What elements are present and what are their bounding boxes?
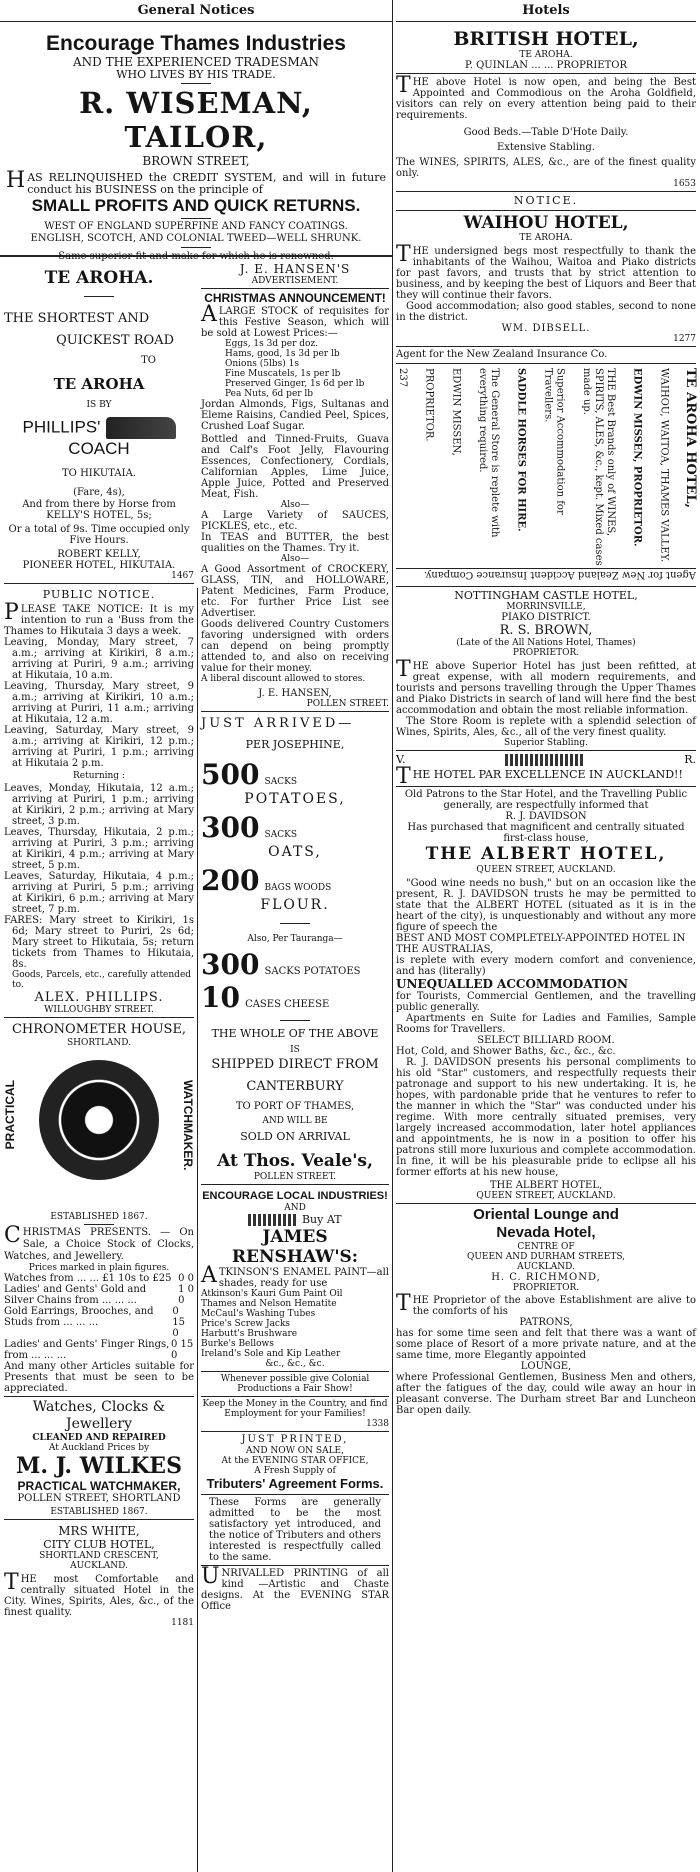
nottingham-name: R. S. BROWN, — [499, 623, 593, 638]
albert-replete: is replete with every modern comfort and convenience, and has (literally) — [396, 955, 696, 977]
british-beds: Good Beds.—Table D'Hote Daily. — [463, 127, 629, 138]
hand-pointer-icon — [248, 1214, 298, 1226]
british-hotel-advert — [396, 28, 696, 189]
public-notice-title: PUBLIC NOTICE. — [42, 588, 156, 601]
phillips-line-1: THE SHORTEST AND — [4, 311, 150, 326]
divider — [4, 1396, 194, 1397]
divider — [396, 586, 696, 587]
missen-places: WAIHOU, WAITOA, THAMES VALLEY. — [658, 368, 670, 563]
missen-number: 237 — [397, 368, 408, 388]
te-aroha-hotel-advert — [396, 349, 696, 584]
hotels-column — [396, 0, 696, 1416]
british-wines: The WINES, SPIRITS, ALES, &c., are of the finest quality only. — [396, 157, 696, 179]
divider — [396, 191, 696, 192]
albert-baths: Hot, Cold, and Shower Baths, &c., &c., &c. — [396, 1046, 616, 1057]
oriental-patrons: PATRONS, — [519, 1317, 573, 1328]
wilkes-street: POLLEN STREET, SHORTLAND — [17, 1493, 181, 1504]
divider — [201, 1184, 389, 1185]
divider — [4, 1519, 194, 1520]
printed-supply: A Fresh Supply of — [254, 1466, 336, 1476]
divider — [396, 1203, 696, 1204]
white-hotel: CITY CLUB HOTEL, — [43, 1538, 155, 1551]
renshaw-item: Ireland's Sole and Kip Leather — [201, 1349, 341, 1359]
notice-p1: Leaving, Monday, Mary street, 7 a.m.; arriving at Kirikiri, 8 a.m.; arriving at Puriri, 9 a.m.; arriving at Hikutaia, 10 a.m. — [4, 637, 194, 681]
veale-shipped: SHIPPED DIRECT FROM — [211, 1057, 379, 1072]
white-name: MRS WHITE, — [58, 1524, 140, 1538]
oriental-body-3: where Professional Gentlemen, Business Men and others, after the fatigues of the day, could wile away an hour in pleasant converse. The Durham street Bar and Luncheon Bar open daily. — [396, 1372, 696, 1416]
hansen-street: POLLEN STREET. — [306, 699, 389, 709]
renshaw-advert — [201, 1189, 389, 1429]
renshaw-name: JAMES RENSHAW'S: — [231, 1227, 359, 1267]
british-title: BRITISH HOTEL, — [453, 28, 639, 50]
divider — [181, 247, 211, 248]
phillips-kelly: ROBERT KELLY, — [57, 549, 141, 560]
hansen-also-2: Also— — [280, 554, 310, 564]
phillips-line-2: QUICKEST ROAD — [56, 333, 174, 348]
chrono-intro: CHRISTMAS PRESENTS. — On Sale, a Choice Stock of Clocks, Watches, and Jewellery. — [4, 1223, 194, 1262]
albert-tourists: for Tourists, Commercial Gentlemen, and the travelling public generally. — [396, 991, 696, 1013]
missen-agent-2: Agent for New Zealand Accident Insurance Company. — [423, 569, 696, 580]
notice-intro: PLEASE TAKE NOTICE: It is my intention to run a 'Buss from the Thames to Hikutaia 3 days a week. — [4, 600, 194, 637]
albert-name-2: THE ALBERT HOTEL, — [489, 1180, 603, 1191]
wiseman-text: HAS RELINQUISHED the CREDIT SYSTEM, and will in future conduct his BUSINESS on the principle of — [6, 168, 386, 196]
notice-street: WILLOUGHBY STREET. — [44, 1005, 154, 1015]
nottingham-district: PIAKO DISTRICT. — [501, 612, 591, 623]
white-street: SHORTLAND CRESCENT, — [39, 1551, 159, 1561]
divider — [396, 73, 696, 74]
notice-goods: Goods, Parcels, etc., carefully attended to. — [12, 970, 192, 990]
phillips-label: PHILLIPS' — [22, 417, 101, 437]
oriental-title-2: Nevada Hotel, — [496, 1224, 596, 1241]
oriental-proprietor: PROPRIETOR. — [512, 1283, 580, 1293]
printed-forms: Tributers' Agreement Forms. — [206, 1476, 384, 1491]
albert-title: THE ALBERT HOTEL, — [425, 844, 667, 864]
divider — [396, 750, 696, 751]
albert-headline: THE HOTEL PAR EXCELLENCE IN AUCKLAND!! — [396, 764, 683, 789]
chronometer-house-advert — [4, 1022, 194, 1517]
nottingham-castle-advert — [396, 589, 696, 748]
price-row: Ladies' and Gents' Finger Rings, from ... ... ... 0 15 0 — [4, 1339, 194, 1361]
divider — [201, 711, 389, 712]
veale-whole: THE WHOLE OF THE ABOVE — [211, 1027, 379, 1040]
oriental-centre: CENTRE OF — [517, 1242, 575, 1252]
nottingham-store: The Store Room is replete with a splendid selection of Wines, Spirits, Ales, &c., all of the very finest quality. — [396, 716, 696, 738]
albert-apartments: Apartments en Suite for Ladies and Families, Sample Rooms for Travellers. — [396, 1013, 696, 1035]
divider — [181, 218, 211, 219]
oriental-title: Oriental Lounge and — [473, 1206, 619, 1223]
phillips-line-7: TO HIKUTAIA. — [62, 468, 136, 479]
te-aroha-title: TE AROHA. — [44, 268, 154, 288]
veale-port: TO PORT OF THAMES, — [235, 1101, 355, 1112]
printed-office: At the EVENING STAR OFFICE, — [221, 1456, 369, 1466]
wilkes-name: M. J. WILKES — [16, 1453, 182, 1479]
phillips-coach-row — [4, 417, 194, 459]
hansen-item: Fine Muscatels, 1s per lb — [225, 369, 341, 379]
price-row: Watches from ... ... £1 10s to £25 0 0 — [4, 1273, 194, 1284]
chrono-prices: Prices marked in plain figures. — [28, 1263, 170, 1273]
hansen-intro: ALARGE STOCK of requisites for this Festive Season, which will be sold at Lowest Prices:— — [201, 302, 389, 339]
veale-name: At Thos. Veale's, — [217, 1151, 373, 1171]
hansen-item: Onions (5lbs) 1s — [225, 359, 299, 369]
public-notice-advert — [4, 588, 194, 1015]
british-stabling: Extensive Stabling. — [496, 142, 596, 153]
wilkes-est: ESTABLISHED 1867. — [50, 1507, 148, 1517]
wiseman-line-3: Same superior fit and make for which he is renowned. — [58, 251, 334, 262]
wiseman-line-2: ENGLISH, SCOTCH, AND COLONIAL TWEED—WELL SHRUNK. — [30, 233, 362, 244]
printed-title: JUST PRINTED, — [241, 1434, 349, 1445]
phillips-line-10: Or a total of 9s. Time occupied only Five Hours. — [8, 524, 190, 546]
renshaw-item: Price's Screw Jacks — [201, 1319, 291, 1329]
hansen-christmas: CHRISTMAS ANNOUNCEMENT! — [204, 291, 386, 305]
chrono-est: ESTABLISHED 1867. — [50, 1212, 148, 1222]
section-header-general-notices: General Notices — [0, 0, 392, 22]
hansen-item-list — [201, 339, 389, 399]
royal-crest-icon — [505, 754, 585, 766]
notice-r2: Leaves, Thursday, Hikutaia, 2 p.m.; arriving at Puriri, 3 p.m.; arriving at Kirikiri, 4 p.m.; arriving at Mary street, 5 p.m. — [4, 827, 194, 871]
wiseman-subhead: AND THE EXPERIENCED TRADESMAN — [73, 55, 319, 69]
ad-number: 1653 — [673, 179, 696, 189]
oriental-lounge-advert — [396, 1206, 696, 1416]
divider — [84, 296, 114, 297]
white-body: THE most Comfortable and centrally situated Hotel in the City. Wines, Spirits, Ales, &c., of the finest quality. — [4, 1570, 194, 1618]
renshaw-item: McCaul's Washing Tubes — [201, 1309, 316, 1319]
divider — [0, 255, 392, 257]
cargo-goods: POTATOES, — [244, 791, 346, 807]
ad-number: 1181 — [171, 1618, 194, 1628]
section-header-hotels: Hotels — [396, 0, 696, 22]
renshaw-item: Harbutt's Brushware — [201, 1329, 298, 1339]
renshaw-intro: ATKINSON'S ENAMEL PAINT—all shades, ready for use — [201, 1263, 389, 1289]
city-club-hotel-advert — [4, 1524, 194, 1628]
price-row: Gold Earrings, Brooches, and Studs from ... ... ... 0 15 0 — [4, 1306, 186, 1339]
clock-block — [4, 1060, 194, 1210]
cargo-goods: OATS, — [268, 844, 322, 860]
hansen-name-title: J. E. HANSEN'S — [239, 262, 351, 276]
renshaw-p2: Keep the Money in the Country, and find Employment for your Families! — [202, 1399, 388, 1419]
renshaw-item: Atkinson's Kauri Gum Paint Oil — [201, 1289, 343, 1299]
chrono-place: SHORTLAND. — [66, 1038, 132, 1048]
phillips-coach-advert — [4, 268, 194, 581]
phillips-line-3: TO — [141, 355, 156, 366]
oriental-city: AUCKLAND. — [517, 1262, 575, 1272]
column-rule-middle — [197, 588, 198, 1872]
missen-store: The General Store is replete with everything required. — [476, 368, 500, 538]
hansen-p7: A liberal discount allowed to stores. — [201, 674, 366, 684]
hansen-advert-label: ADVERTISEMENT. — [251, 276, 339, 286]
hansen-p3: A Large Variety of SAUCES, PICKLES, etc., etc. — [201, 510, 389, 532]
oriental-lounge: LOUNGE, — [520, 1361, 572, 1372]
albert-billiard: SELECT BILLIARD ROOM. — [477, 1035, 615, 1046]
divider — [201, 1494, 389, 1495]
divider — [181, 83, 211, 84]
notice-p3: Leaving, Saturday, Mary street, 9 a.m.; arriving at Kirikiri, 12 p.m.; arriving at Puriri, 1 p.m.; arriving at Hikutaia 2 p.m. — [4, 725, 194, 769]
column-rule-main — [392, 0, 393, 1872]
wilkes-prices: At Auckland Prices by — [48, 1443, 150, 1453]
notice-r1: Leaves, Monday, Hikutaia, 12 a.m.; arriving at Puriri, 1 p.m.; arriving at Kirikiri, 2 p.m.; arriving at Mary street, 3 p.m. — [4, 783, 194, 827]
wiseman-advert — [0, 22, 392, 263]
renshaw-and: AND — [284, 1203, 306, 1213]
divider — [201, 1565, 389, 1566]
notice-fares: FARES: Mary street to Kirikiri, 1s 6d; Mary street to Puriri, 2s 6d; Mary street to Hikutaia, 5s; return tickets from Thames to Hikutaia, 8s. — [4, 915, 194, 970]
middle-column — [201, 258, 389, 1612]
hansen-item: Hams, good, 1s 3d per lb — [225, 349, 340, 359]
coach-label: COACH — [68, 439, 130, 458]
phillips-pioneer: PIONEER HOTEL, HIKUTAIA. — [22, 560, 176, 571]
nottingham-town: MORRINSVILLE, — [506, 602, 586, 612]
albert-best: BEST AND MOST COMPLETELY-APPOINTED HOTEL IN THE AUSTRALIAS, — [396, 933, 686, 955]
veale-will-be: AND WILL BE — [262, 1116, 328, 1126]
phillips-line-9: And from there by Horse from KELLY'S HOTEL, 5s; — [22, 499, 176, 521]
albert-street-2: QUEEN STREET, AUCKLAND. — [476, 1191, 616, 1201]
veale-cargo — [201, 758, 389, 913]
divider — [84, 1224, 114, 1225]
missen-hotel: TE AROHA HOTEL, — [682, 368, 698, 509]
printed-sale: AND NOW ON SALE, — [245, 1446, 344, 1456]
divider — [201, 1371, 389, 1372]
wiseman-subhead-2: WHO LIVES BY HIS TRADE. — [116, 68, 276, 81]
albert-body-2: R. J. DAVIDSON presents his personal compliments to his old "Star" customers, and respectfully requests their patronage and support to his new undertaking. It is, he hopes, with pardonable pride that he ventures to refer to the manner in which the "Star" was conducted under his regime. With more centrally situated premises, very largely increased accommodation, later hotel appliances and appointments, he is now in a position to offer his patrons still more luxurious and complete accommodation. In fine, it will be his pleasurable pride to eclipse all his former efforts at his new house, — [396, 1057, 696, 1178]
wiseman-line-1: WEST OF ENGLAND SUPERFINE AND FANCY COATINGS. — [44, 221, 348, 232]
cargo-goods: FLOUR. — [260, 897, 330, 913]
wiseman-headline: Encourage Thames Industries — [46, 32, 346, 55]
divider — [396, 786, 696, 787]
printed-body: These Forms are generally admitted to be the most satisfactory yet introduced, and the notice of Tributers and others interested is respectfully called to the same. — [209, 1497, 381, 1563]
wiseman-name: R. WISEMAN, TAILOR, — [79, 86, 313, 154]
hansen-p5: A Good Assortment of CROCKERY, GLASS, TIN, and HOLLOWARE, Patent Medicines, Farm Produce, etc. For further Price List see Advertiser. — [201, 564, 389, 619]
hansen-p1: Jordan Almonds, Figs, Sultanas and Eleme Raisins, Candied Peel, Spices, Crushed Loaf Sugar. — [201, 399, 389, 432]
printed-unrivalled: UNRIVALLED PRINTING of all kind —Artistic and Chaste designs. At the EVENING STAR Office — [201, 1564, 389, 1612]
phillips-line-5: IS BY — [86, 400, 112, 410]
divider — [396, 346, 696, 347]
veale-also: Also, Per Tauranga— — [247, 934, 343, 944]
nottingham-stabling: Superior Stabling. — [504, 738, 588, 748]
left-column — [4, 258, 194, 1628]
chrono-left-label: PRACTICAL — [3, 1080, 17, 1150]
notice-p2: Leaving, Thursday, Mary street, 9 a.m.; arriving at Kirikiri, 10 a.m.; arriving at Puriri, 11 a.m.; arriving at Hikutaia, 12 a.m. — [4, 681, 194, 725]
missen-horses: SADDLE HORSES FOR HIRE. — [515, 368, 527, 532]
hansen-advert — [201, 262, 389, 709]
waihou-place: TE AROHA. — [519, 233, 573, 243]
albert-patrons: Old Patrons to the Star Hotel, and the Travelling Public generally, are respectfully informed that — [404, 789, 688, 811]
divider — [201, 1396, 389, 1397]
chrono-right-label: WATCHMAKER. — [181, 1080, 195, 1171]
cargo-item: 300 SACKS — [201, 811, 297, 844]
notice-r3: Leaves, Saturday, Hikutaia, 4 p.m.; arriving at Puriri, 5 p.m.; arriving at Kirikiri, 6 p.m.; arriving at Mary street, 7 p.m. — [4, 871, 194, 915]
oriental-streets: QUEEN AND DURHAM STREETS, — [466, 1252, 626, 1262]
hansen-also: Also— — [280, 500, 310, 510]
missen-proprietor: EDWIN MISSEN, PROPRIETOR. — [631, 368, 643, 547]
divider — [280, 923, 310, 924]
british-owner: P. QUINLAN ... ... PROPRIETOR — [465, 60, 627, 71]
chrono-other: And many other Articles suitable for Presents that must be seen to be appreciated. — [4, 1361, 194, 1394]
waihou-title: WAIHOU HOTEL, — [463, 213, 629, 233]
divider — [280, 1020, 310, 1021]
divider — [4, 583, 194, 584]
albert-body: "Good wine needs no bush," but on an occasion like the present, R. J. DAVIDSON trusts he may be permitted to state that the ALBERT HOTEL (situated as it is in the heart of the city), is unquestionably and without any more figure of speech the — [396, 878, 696, 933]
albert-purchased: Has purchased that magnificent and centrally situated first-class house, — [407, 822, 685, 844]
oriental-name: H. C. RICHMOND, — [491, 1272, 601, 1283]
veale-advert — [201, 716, 389, 1182]
wilkes-cleaned: CLEANED AND REPAIRED — [32, 1433, 166, 1443]
albert-crest-row — [396, 754, 696, 766]
missen-name: EDWIN MISSEN, — [450, 368, 462, 456]
price-row: Ladies' and Gents' Gold and Silver Chains from ... ... ... 1 0 0 — [4, 1284, 194, 1306]
ad-number: 1338 — [366, 1419, 389, 1429]
oriental-body: THE Proprietor of the above Establishment are alive to the comforts of his — [396, 1291, 696, 1317]
waihou-accommodation: Good accommodation; also good stables, second to none in the district. — [396, 301, 696, 323]
british-body: THE above Hotel is now open, and being the Best Appointed and Commodious on the Aroha Goldfield, visitors can rely on every attention being paid to their requirements. — [396, 73, 696, 121]
veale-arrived: JUST ARRIVED— — [201, 716, 355, 731]
oriental-body-2: has for some time seen and felt that there was a want of some place of Resort of a more private nature, and at the same time, more Elegantly appointed — [396, 1328, 696, 1361]
missen-agent: Agent for the New Zealand Insurance Co. — [396, 349, 608, 360]
albert-v: V. — [396, 753, 406, 766]
coach-icon — [106, 417, 176, 439]
wilkes-watchmaker: PRACTICAL WATCHMAKER, — [17, 1479, 181, 1493]
albert-street: QUEEN STREET, AUCKLAND. — [476, 865, 616, 875]
hansen-item: Pea Nuts, 6d per lb — [225, 389, 314, 399]
albert-unequalled: UNEQUALLED ACCOMMODATION — [396, 977, 628, 991]
divider — [4, 1017, 194, 1018]
wiseman-slogan: SMALL PROFITS AND QUICK RETURNS. — [31, 196, 361, 215]
albert-hotel-advert — [396, 754, 696, 1201]
missen-brands: THE Best Brands only of WINES, SPIRITS, ALES, &c., kept. Mixed cases made up. — [580, 368, 616, 566]
missen-rotated-block — [396, 363, 696, 569]
phillips-fare: (Fare, 4s), — [73, 487, 125, 498]
veale-canterbury: CANTERBURY — [246, 1079, 344, 1094]
nottingham-title: NOTTINGHAM CASTLE HOTEL, — [454, 589, 638, 602]
wiseman-street: BROWN STREET, — [142, 154, 250, 168]
hansen-p2: Bottled and Tinned-Fruits, Guava and Calf's Foot Jelly, Flavouring Essences, Confectionery, Cordials, Californian Apples, Lime Juice, Apple Juice, Potted and Preserved Meat, Fish. — [201, 434, 389, 500]
ad-number: 1277 — [673, 334, 696, 344]
albert-r: R. — [684, 753, 696, 766]
clock-icon — [39, 1060, 159, 1180]
chrono-title: CHRONOMETER HOUSE, — [11, 1022, 187, 1037]
renshaw-etc: &c., &c., &c. — [265, 1359, 325, 1369]
waihou-name: WM. DIBSELL. — [501, 323, 591, 334]
hansen-item: Preserved Ginger, 1s 6d per lb — [225, 379, 365, 389]
cargo-item: 300 SACKS POTATOES — [201, 948, 361, 981]
divider — [396, 210, 696, 211]
cargo-item: 10 CASES CHEESE — [201, 981, 330, 1014]
hansen-item: Eggs, 1s 3d per doz. — [225, 339, 319, 349]
ad-number: 1467 — [171, 571, 194, 581]
british-place: TE AROHA. — [519, 50, 573, 60]
notice-name: ALEX. PHILLIPS. — [34, 990, 164, 1005]
renshaw-encourage: ENCOURAGE LOCAL INDUSTRIES! — [202, 1190, 388, 1202]
cargo-item: 200 BAGS WOODS — [201, 864, 332, 897]
wilkes-headline: Watches, Clocks & Jewellery — [32, 1399, 166, 1432]
hansen-p6: Goods delivered Country Customers favoring undersigned with orders can depend on being promptly attended to, and also on receiving value for their money. — [201, 619, 389, 674]
renshaw-items — [201, 1289, 389, 1369]
phillips-line-4: TE AROHA — [53, 375, 145, 393]
hansen-signature: J. E. HANSEN, — [258, 688, 332, 699]
general-notices-column — [0, 0, 392, 263]
divider — [201, 288, 389, 289]
nottingham-body: THE above Superior Hotel has just been refitted, at great expense, with all modern requirements, and tourists and persons travelling through the Upper Thames and Piako Districts in search of land will here find the best accommodation and obtain the most reliable information. — [396, 657, 696, 716]
waihou-body: THE undersigned begs most respectfully to thank the inhabitants of the Waihou, Waitoa and Piako districts for past favors, and trusts that by strict attention to business, and by keeping the best of Liquors and Beer that they will continue their favors. — [396, 242, 696, 301]
veale-street: POLLEN STREET. — [253, 1172, 337, 1182]
missen-accommodation: Superior Accommodation for Travellers. — [542, 368, 566, 515]
albert-davidson: R. J. DAVIDSON — [505, 811, 587, 822]
nottingham-proprietor: PROPRIETOR. — [512, 648, 580, 658]
renshaw-p1: Whenever possible give Colonial Productions a Fair Show! — [220, 1374, 370, 1394]
notice-returning: Returning : — [73, 771, 125, 781]
waihou-notice: NOTICE. — [513, 194, 579, 207]
tributers-advert — [201, 1434, 389, 1612]
cargo-item: 500 SACKS — [201, 758, 297, 791]
veale-is: IS — [290, 1045, 300, 1055]
renshaw-buy-at: Buy AT — [201, 1213, 389, 1227]
waihou-hotel-advert — [396, 194, 696, 344]
nottingham-late: (Late of the All Nations Hotel, Thames) — [456, 638, 636, 648]
veale-ship: PER JOSEPHINE, — [245, 738, 345, 751]
missen-prop: PROPRIETOR. — [423, 368, 435, 442]
divider — [201, 1431, 389, 1432]
renshaw-item: Burke's Bellows — [201, 1339, 274, 1349]
hansen-p4: In TEAS and BUTTER, the best qualities on the Thames. Try it. — [201, 532, 389, 554]
chrono-price-list — [4, 1273, 194, 1361]
renshaw-item: Thames and Nelson Hematite — [201, 1299, 337, 1309]
veale-sold: SOLD ON ARRIVAL — [240, 1130, 350, 1143]
white-city: AUCKLAND. — [70, 1561, 128, 1571]
